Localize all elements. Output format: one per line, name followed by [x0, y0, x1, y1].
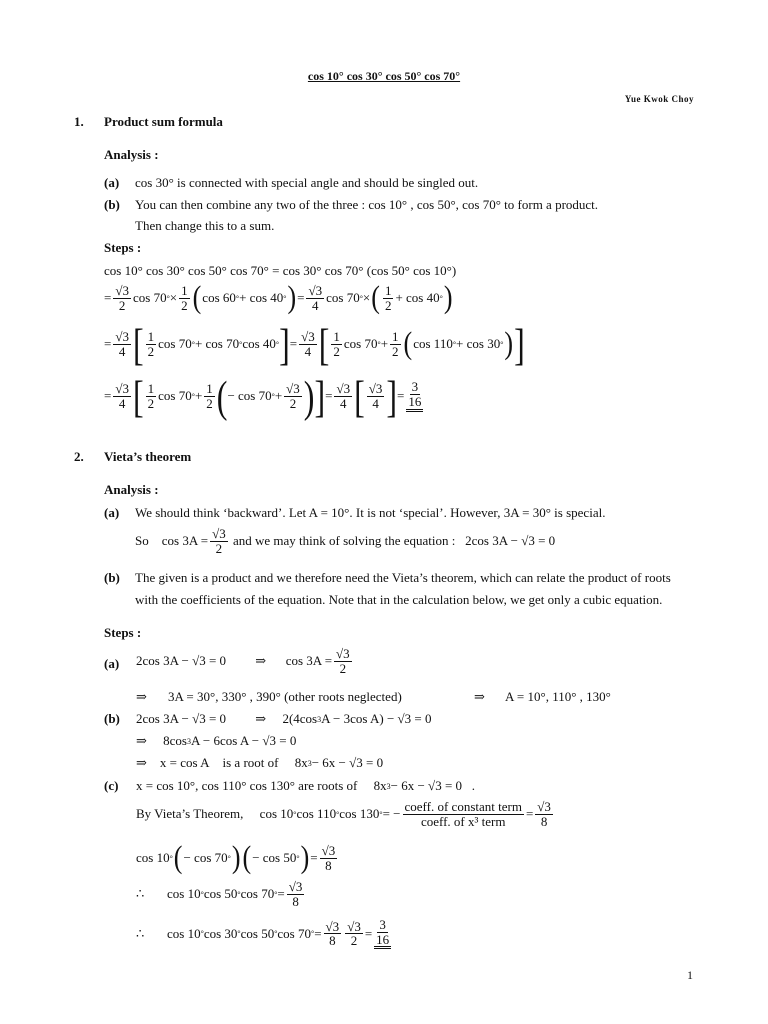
section2-steps-a-line2b: A = 10°, 110° , 130°: [505, 689, 611, 704]
section2-steps-a-label: (a): [104, 656, 120, 671]
section1-steps-heading: Steps :: [104, 240, 142, 255]
section2-final-numerator: 3: [379, 917, 386, 932]
section2-product-line2: ∴ cos 10 ° cos 50 ° cos 70 ° = $\frac{√3}{8}$: [136, 879, 303, 909]
section2-a-text: We should think ‘backward’. Let A = 10°. It is not ‘special’. However, 3A = 30° is special.: [135, 505, 606, 520]
section1-step1: cos 10° cos 30° cos 50° cos 70° = cos 30° cos 70° (cos 50° cos 10°): [104, 263, 457, 278]
section1-eq-line3: = $\frac{√3}{4}$ [ $\frac{1}{2}$ cos 70 ° + cos 70 ° cos 40 ° ] = $\frac{√3}{4}$ [ $\frac{1}{2}$ cos 70 ° + $\frac{1}{2}$ ( cos 110 ° + cos 30 ° ) ]: [104, 318, 525, 370]
section2-number: 2.: [74, 449, 84, 464]
section1-b-text: You can then combine any two of the three : cos 10° , cos 50°, cos 70° to form a product.: [135, 197, 599, 212]
section2-heading: Vieta’s theorem: [104, 449, 192, 464]
section2-steps-heading: Steps :: [104, 625, 142, 640]
coeff-x3-term: coeff. of x³ term: [420, 813, 506, 829]
section2-steps-a-line1: 2cos 3A − √3 = 0 ⇒ cos 3A = $\frac{√3}{2}$: [136, 646, 350, 676]
section2-final-denominator: 16: [374, 933, 391, 950]
section1-a-label: (a): [104, 175, 120, 190]
section2-steps-b-line3: ⇒ x = cos A is a root of 8x 3 − 6x − √3 = 0: [136, 755, 384, 770]
section2-a-so-mid: and we may think of solving the equation :: [232, 533, 456, 549]
section2-a-label: (a): [104, 505, 120, 520]
section2-steps-c-label: (c): [104, 778, 119, 793]
page-number: 1: [687, 968, 693, 982]
section2-steps-c-line1: x = cos 10°, cos 110° cos 130° are roots of 8x 3 − 6x − √3 = 0 .: [136, 778, 476, 793]
section2-steps-b-label: (b): [104, 711, 120, 726]
section2-b-text2: with the coefficients of the equation. Note that in the calculation below, we get only a cubic equation.: [135, 592, 663, 607]
section2-a-so-line: So cos 3A = $\frac{√3}{2}$ and we may think of solving the equation : 2cos 3A − √3 = 0: [135, 526, 556, 556]
section1-number: 1.: [74, 114, 84, 129]
coeff-const-term: coeff. of constant term: [404, 799, 522, 814]
section1-b-text2: Then change this to a sum.: [135, 218, 275, 233]
section2-x-equals-cosA: x = cos A: [159, 755, 210, 770]
author-name: Yue Kwok Choy: [624, 94, 694, 104]
section2-product-line1: cos 10 ° ( − cos 70 ° ) ( − cos 50 ° ) = $\frac{√3}{8}$: [136, 840, 336, 875]
section2-arrow1: ⇒: [136, 689, 147, 704]
section1-b-label: (b): [104, 197, 120, 212]
section1-heading: Product sum formula: [104, 114, 223, 129]
section1-analysis-heading: Analysis :: [104, 147, 159, 162]
section1-result-numerator: 3: [411, 379, 419, 395]
section2-is-root-of: is a root of: [222, 755, 279, 770]
section2-product-line3: ∴ cos 10 ° cos 30 ° cos 50 ° cos 70 ° = $\frac{√3}{8}$ $\frac{√3}{2}$ = $\frac{3}{16}$: [136, 917, 390, 949]
section1-eq-line4: = $\frac{√3}{4}$ [ $\frac{1}{2}$ cos 70 ° + $\frac{1}{2}$ ( − cos 70 ° + $\frac{√3}{2}$ ) ] = $\frac{√3}{4}$ [ $\frac{√3}{4}$ ] = $\frac{3}{16}$: [104, 370, 422, 422]
section2-arrow2: ⇒: [474, 689, 485, 704]
section2-steps-a-line2: 3A = 30°, 330° , 390° (other roots neglected): [168, 689, 402, 704]
section2-steps-b-line1: 2cos 3A − √3 = 0 ⇒ 2(4cos 3 A − 3cos A) − √3 = 0: [136, 711, 432, 726]
section2-b-label: (b): [104, 570, 120, 585]
section2-a-so: So: [135, 533, 149, 549]
section2-steps-b-line2: ⇒ 8cos 3 A − 6cos A − √3 = 0: [136, 733, 297, 748]
section2-b-text: The given is a product and we therefore need the Vieta’s theorem, which can relate the product of roots: [135, 570, 671, 585]
section2-vieta-label: By Vieta’s Theorem,: [136, 806, 244, 822]
section2-roots-text: x = cos 10°, cos 110° cos 130° are roots of: [136, 778, 358, 793]
page-title: cos 10° cos 30° cos 50° cos 70°: [307, 69, 461, 83]
section1-result-denominator: 16: [406, 395, 423, 412]
section1-eq-line2: = $\frac{√3}{2}$ cos 70 ° × $\frac{1}{2}$ ( cos 60 ° + cos 40 ° ) = $\frac{√3}{4}$ cos 70 ° × ( $\frac{1}{2}$ + cos 40 ° ): [104, 280, 453, 315]
section1-a-text: cos 30° is connected with special angle and should be singled out.: [135, 175, 479, 190]
section2-analysis-heading: Analysis :: [104, 482, 159, 497]
section2-vieta-line: By Vieta’s Theorem, cos 10 ° cos 110 ° cos 130 ° = − $\frac{\text{coeff. of constant term}}{\text{coeff. of x³ term}}$ = $\frac{√3}{8}$: [136, 799, 551, 829]
